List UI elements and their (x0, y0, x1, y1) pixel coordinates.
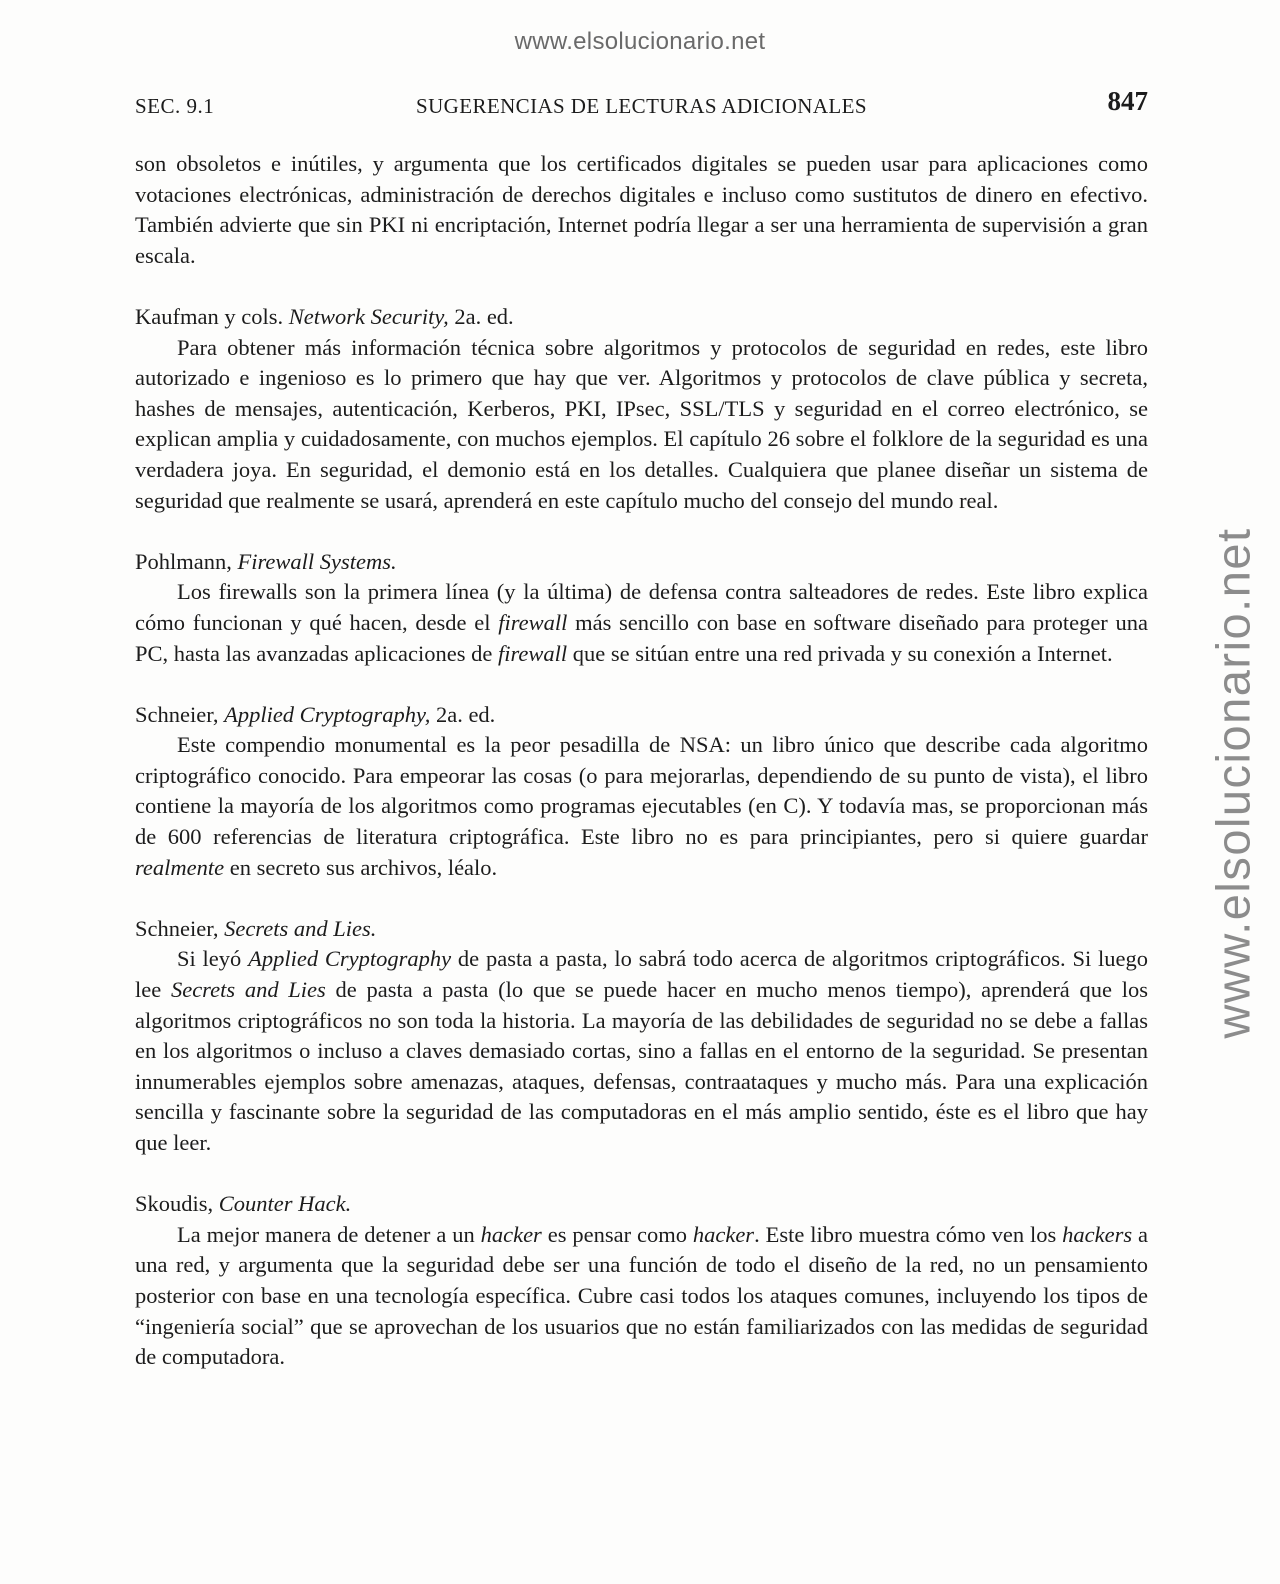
entry-description: Para obtener más información técnica sobre algoritmos y protocolos de seguridad en redes, este libro autorizado e ingenioso es lo primero que hay que ver. Algoritmos y protocolos de clave pública y secreta, hashes de mensajes, autenticación, Kerberos, PKI, IPsec, SSL/TLS y seguridad en el correo electrónico, se explican amplia y cuidadosamente, con muchos ejemplos. El capítulo 26 sobre el folklore de la seguridad es una verdadera joya. En seguridad, el demonio está en los detalles. Cualquiera que planee diseñar un sistema de seguridad que realmente se usará, aprenderá en este capítulo mucho del consejo del mundo real. (135, 334, 1148, 513)
entry-author: Pohlmann, (135, 548, 238, 574)
entry-text: más sencillo con base en software diseñado para proteger una PC, hasta las avanzadas aplicaciones de (135, 609, 1148, 666)
entry-book-title: Applied Cryptography, (224, 701, 431, 727)
entry-author: Skoudis, (135, 1191, 219, 1217)
entry-edition: 2a. ed. (430, 701, 496, 727)
page-body (135, 149, 1148, 1403)
entry-text: es pensar como (541, 1221, 693, 1247)
entry-emphasis: firewall (498, 609, 568, 635)
entry-book-title: Counter Hack. (218, 1191, 352, 1217)
running-title: SUGERENCIAS DE LECTURAS ADICIONALES (416, 94, 867, 118)
entry-heading (135, 700, 1148, 731)
entry-edition: 2a. ed. (448, 303, 514, 329)
continued-paragraph: son obsoletos e inútiles, y argumenta que los certificados digitales se pueden usar para aplicaciones como votaciones electrónicas, administración de derechos digitales e incluso como sustitutos de dinero en efectivo. También advierte que sin PKI ni encriptación, Internet podría llegar a ser una herramienta de supervisión a gran escala. (135, 151, 1148, 268)
reading-entry-pohlmann (135, 547, 1148, 669)
entry-description (135, 1220, 1148, 1373)
entry-text: a una red, y argumenta que la seguridad debe ser una función de todo el diseño de la red, no un pensamiento posterior con base en una tecnología específica. Cubre casi todos los ataques comunes, incluyendo los tipos de “ingeniería social” que se aprovechan de los usuarios que no están familiarizados con las medidas de seguridad de computadora. (135, 1221, 1148, 1370)
entry-book-title: Network Security, (288, 303, 449, 329)
entry-emphasis: firewall (498, 640, 568, 666)
reading-entry-skoudis (135, 1189, 1148, 1373)
entry-heading (135, 302, 1148, 333)
entry-emphasis: hacker (480, 1221, 542, 1247)
entry-text: Si leyó (177, 946, 249, 972)
entry-author: Schneier, (135, 701, 225, 727)
entry-heading (135, 547, 1148, 578)
entry-author: Schneier, (135, 915, 225, 941)
entry-emphasis: Applied Cryptography (248, 946, 452, 972)
entry-text: en secreto sus archivos, léalo. (224, 854, 498, 880)
entry-text: Este compendio monumental es la peor pesadilla de NSA: un libro único que describe cada algoritmo criptográfico conocido. Para empeorar las cosas (o para mejorarlas, dependiendo de su punto de vista), el libro contiene la mayoría de los algoritmos como programas ejecutables (en C). Y todavía mas, se proporcionan más de 600 referencias de literatura criptográfica. Este libro no es para principiantes, pero si quiere guardar (135, 732, 1148, 850)
entry-emphasis: hackers (1062, 1221, 1133, 1247)
entry-text: de pasta a pasta (lo que se puede hacer en mucho menos tiempo), aprenderá que los algoritmos criptográficos no son toda la historia. La mayoría de las debilidades de seguridad no se debe a fallas en los algoritmos o incluso a claves demasiado cortas, sino a fallas en el entorno de la seguridad. Se presentan innumerables ejemplos sobre amenazas, ataques, defensas, contraataques y mucho más. Para una explicación sencilla y fascinante sobre la seguridad de las computadoras en el más amplio sentido, éste es el libro que hay que leer. (135, 977, 1148, 1155)
entry-emphasis: Secrets and Lies (170, 977, 326, 1003)
running-head (135, 86, 1148, 126)
reading-entry-kaufman (135, 302, 1148, 516)
reading-entry-schneier-secrets (135, 914, 1148, 1159)
entry-emphasis: realmente (135, 854, 225, 880)
entry-book-title: Secrets and Lies. (224, 915, 377, 941)
entry-description (135, 944, 1148, 1158)
entry-text: de pasta a pasta, lo sabrá todo acerca de algoritmos criptográficos. Si luego lee (135, 946, 1148, 1003)
entry-description (135, 730, 1148, 883)
watermark-side: www.elsolucionario.net (1206, 527, 1260, 1039)
entry-text: . Este libro muestra cómo ven los (754, 1221, 1063, 1247)
entry-book-title: Firewall Systems. (237, 548, 397, 574)
entry-heading (135, 914, 1148, 945)
entry-author: Kaufman y cols. (135, 303, 289, 329)
entry-text: que se sitúan entre una red privada y su conexión a Internet. (567, 640, 1113, 666)
entry-description (135, 577, 1148, 669)
entry-emphasis: hacker (692, 1221, 755, 1247)
reading-entry-schneier-applied (135, 700, 1148, 884)
page-number: 847 (1107, 86, 1148, 116)
entry-heading (135, 1189, 1148, 1220)
watermark-top: www.elsolucionario.net (514, 28, 766, 55)
entry-text: Los firewalls son la primera línea (y la última) de defensa contra salteadores de redes. Este libro explica cómo funcionan y qué hacen, desde el (135, 579, 1148, 635)
section-number: SEC. 9.1 (135, 94, 215, 118)
entry-text: La mejor manera de detener a un (177, 1221, 481, 1247)
